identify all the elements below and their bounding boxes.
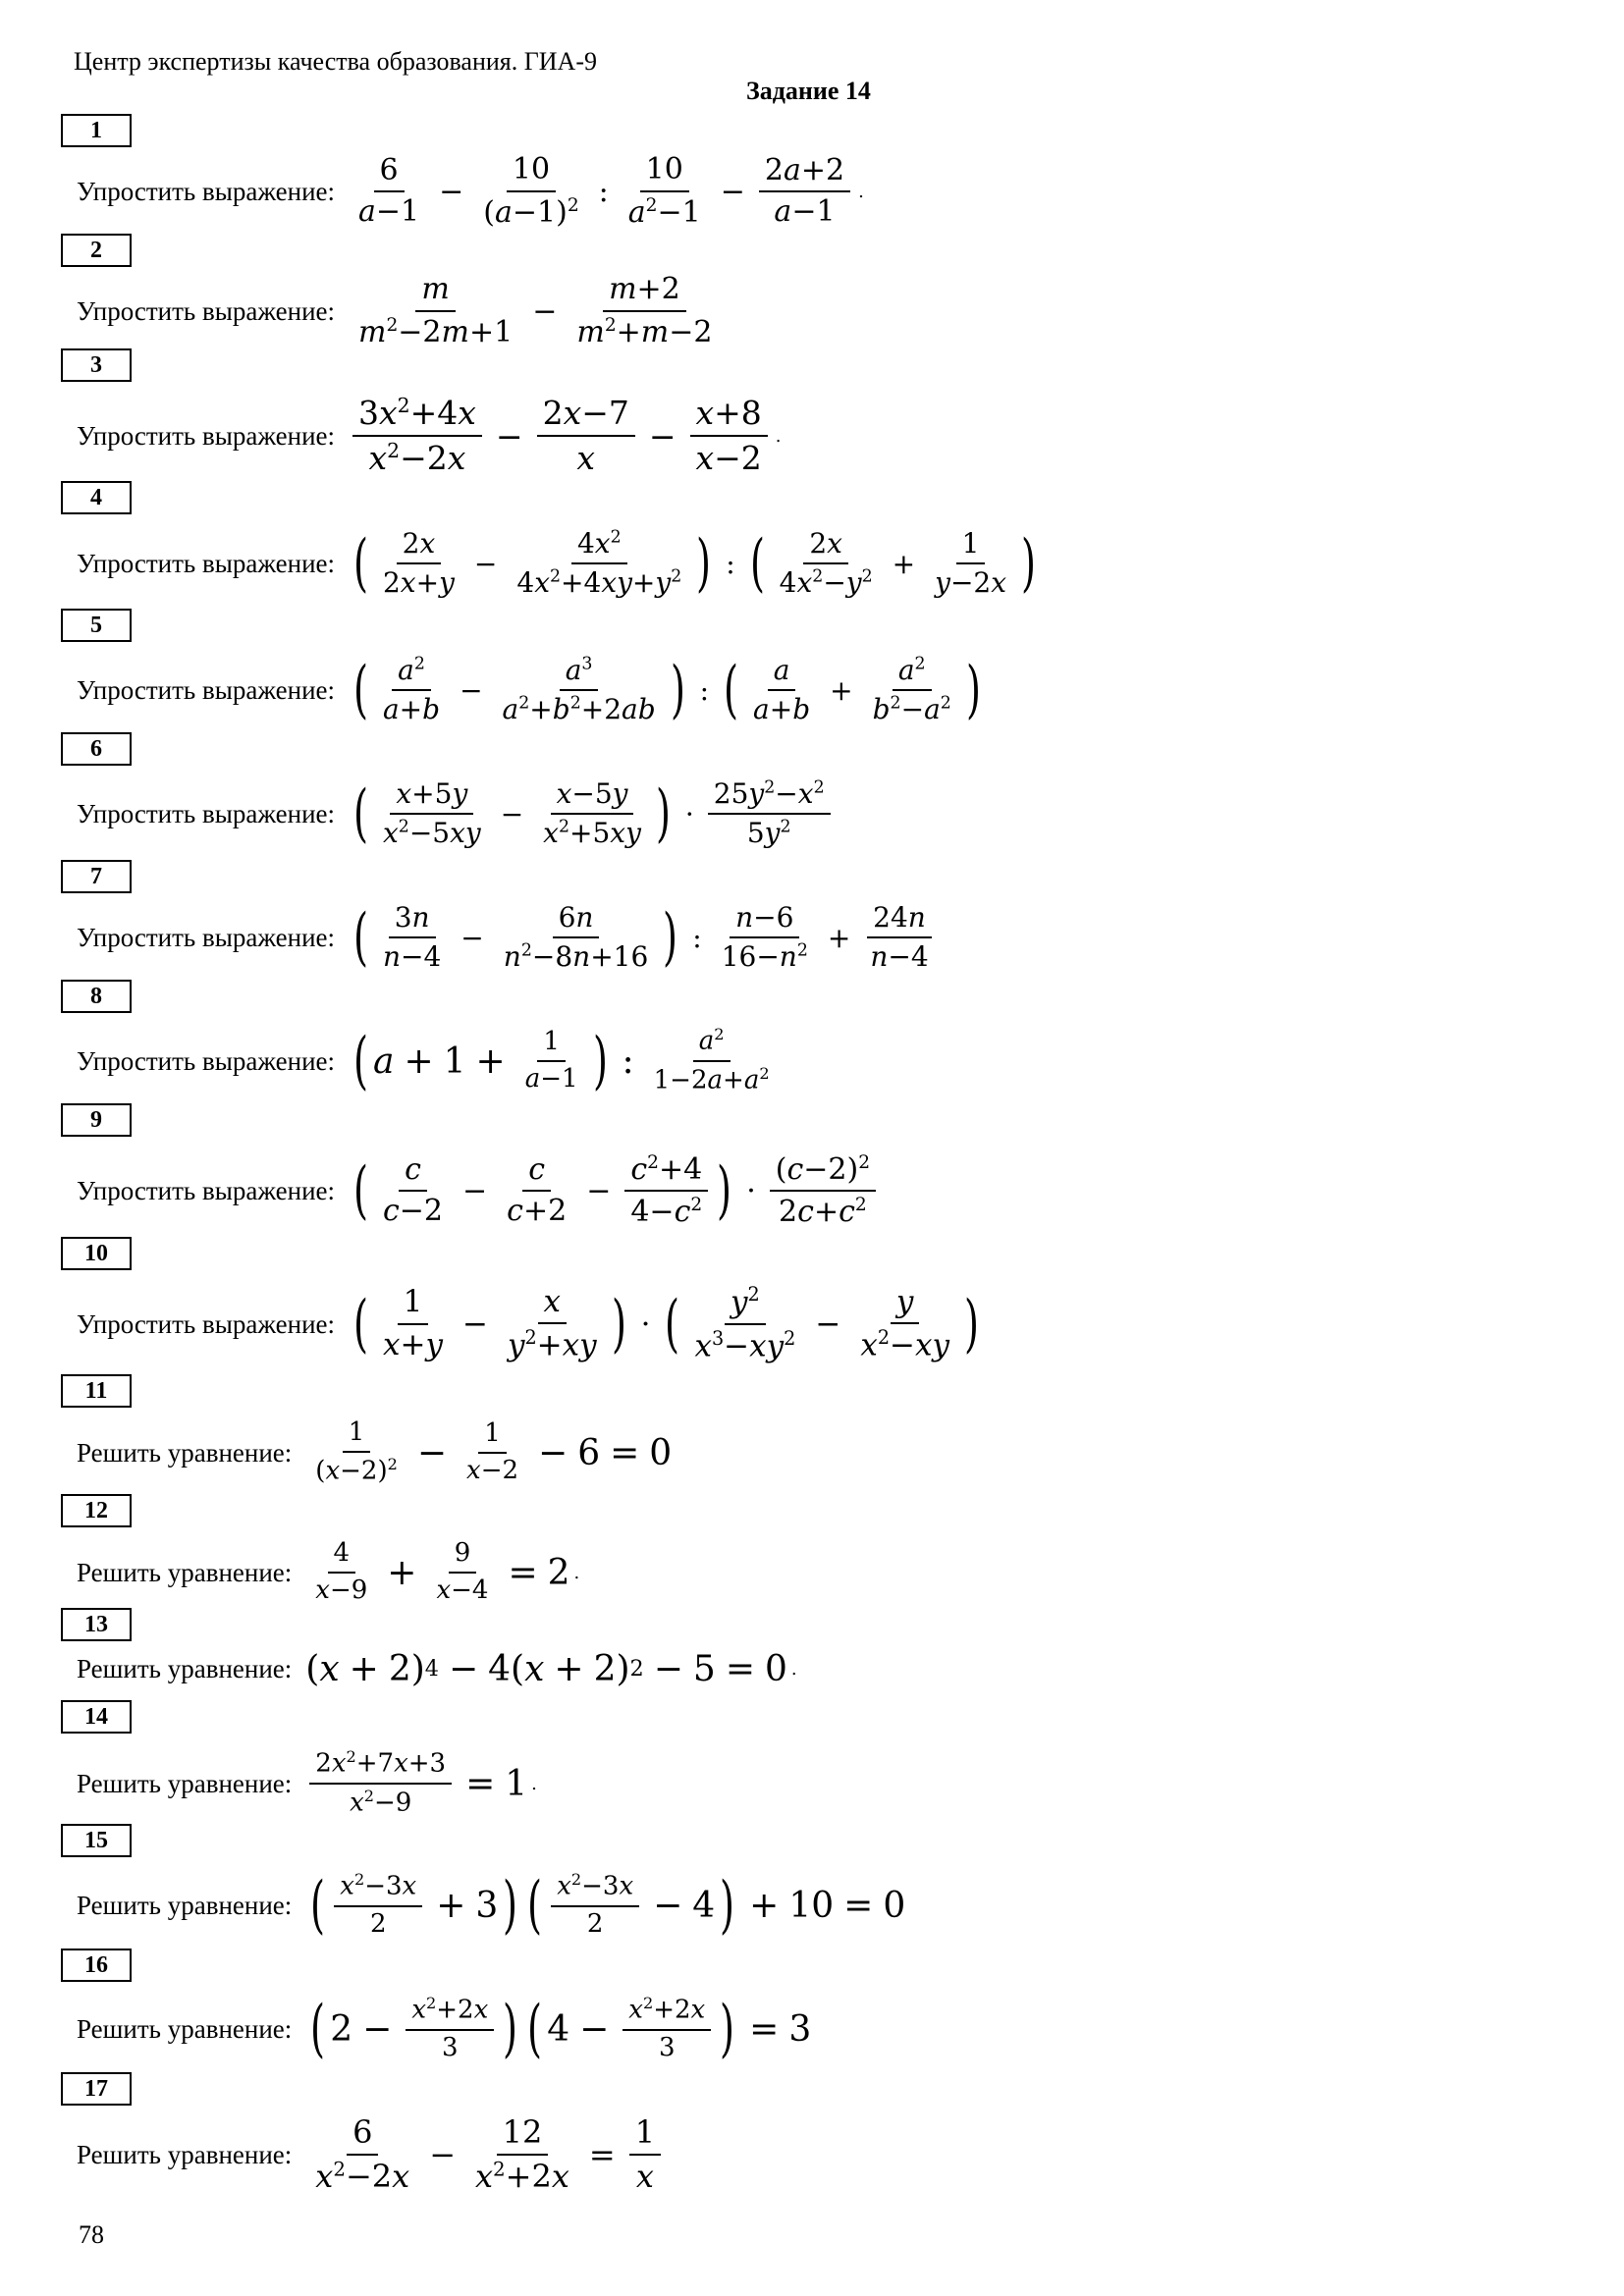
problem-number-box: 6 — [61, 732, 132, 766]
problem-number-box: 7 — [61, 860, 132, 893]
math-expression: $\frac{1}{(x-2)^2}$ − $\frac{1}{x-2}$ − 6 = 0 — [315, 1417, 673, 1486]
problem-number-box: 16 — [61, 1949, 132, 1982]
problem-prompt: Упростить выражение: — [77, 798, 335, 828]
math-expression: ( x + 2) 4 − 4( x + 2) 2 − 5 = 0 . — [305, 1648, 797, 1689]
problem-prompt: Решить уравнение: — [77, 1653, 293, 1683]
problem-number-box: 10 — [61, 1237, 132, 1270]
problem-prompt: Упростить выражение: — [77, 674, 335, 705]
problem-prompt: Упростить выражение: — [77, 548, 335, 578]
problem-prompt: Упростить выражение: — [77, 1045, 335, 1076]
problem-number-box: 3 — [61, 348, 132, 382]
math-expression: ( 2 − $\frac{x^2+2x}{3}$ ) ( 4 − $\frac{x^2+2x}{3}$ ) = 3 — [310, 1993, 812, 2065]
problem-prompt: Решить уравнение: — [77, 2013, 293, 2044]
problem-8 — [77, 1007, 780, 1115]
problem-9 — [77, 1137, 880, 1245]
problem-4 — [77, 509, 1041, 617]
math-expression: ( $\frac{x^2-3x}{2}$ + 3 ) ( $\frac{x^2-3x}{2}$ − 4 ) + 10 = 0 — [310, 1869, 906, 1942]
problem-prompt: Упростить выражение: — [77, 1175, 335, 1205]
problem-number-box: 12 — [61, 1494, 132, 1527]
problem-prompt: Решить уравнение: — [77, 2139, 293, 2169]
math-expression: $\frac{4}{x-9}$ + $\frac{9}{x-4}$ = 2 . — [315, 1538, 580, 1605]
problem-3 — [77, 382, 782, 490]
problem-6 — [77, 760, 835, 868]
problem-number-box: 9 — [61, 1103, 132, 1137]
math-expression: ( $\frac{x+5y}{x^2-5xy}$ − $\frac{x-5y}{x^2+5xy}$ ) · $\frac{25y^2-x^2}{5y^2}$ — [349, 778, 835, 849]
problem-12 — [77, 1519, 579, 1627]
problem-5 — [77, 636, 986, 744]
math-expression: $\frac{m}{m^2-2m+1}$ − $\frac{m+2}{m^2+m-2}$ — [358, 272, 713, 349]
problem-number-box: 2 — [61, 234, 132, 267]
problem-prompt: Упростить выражение: — [77, 1308, 335, 1339]
problem-prompt: Упростить выражение: — [77, 420, 335, 451]
problem-number-box: 1 — [61, 114, 132, 147]
problem-14 — [77, 1730, 537, 1838]
problem-prompt: Упростить выражение: — [77, 295, 335, 326]
math-expression: $\frac{3x^2+4x}{x^2-2x}$ − $\frac{2x-7}{x}$ − $\frac{x+8}{x-2}$ . — [349, 395, 782, 477]
problem-prompt: Упростить выражение: — [77, 922, 335, 952]
math-expression: ( $\frac{a^2}{a+b}$ − $\frac{a^3}{a^2+b^2+2ab}$ ) : ( $\frac{a}{a+b}$ + $\frac{a^2}{b^2-a^2}$ ) — [352, 653, 981, 726]
problem-number-box: 5 — [61, 609, 132, 642]
problem-prompt: Решить уравнение: — [77, 1890, 293, 1920]
problem-number-box: 14 — [61, 1700, 132, 1734]
problem-2 — [77, 257, 722, 365]
problem-15 — [77, 1851, 905, 1959]
problem-13 — [77, 1620, 797, 1718]
math-expression: $\frac{6}{x^2-2x}$ − $\frac{12}{x^2+2x}$ = $\frac{1}{x}$ — [305, 2114, 665, 2195]
problem-prompt: Упростить выражение: — [77, 176, 335, 206]
problem-17 — [77, 2101, 665, 2209]
problem-number-box: 13 — [61, 1608, 132, 1641]
task-title: Задание 14 — [746, 77, 871, 105]
math-expression: $\frac{2x^2+7x+3}{x^2-9}$ = 1 . — [305, 1748, 537, 1818]
math-expression: ( a + 1 + $\frac{1}{a-1}$ ) : $\frac{a^2}{1-2a+a^2}$ — [352, 1025, 770, 1097]
problem-16 — [77, 1975, 811, 2083]
math-expression: ( $\frac{3n}{n-4}$ − $\frac{6n}{n^2-8n+16}$ ) : $\frac{n-6}{16-n^2}$ + $\frac{24n}{n-4}$ — [349, 902, 939, 973]
problem-number-box: 8 — [61, 980, 132, 1013]
problem-prompt: Решить уравнение: — [77, 1768, 293, 1798]
problem-10 — [77, 1270, 984, 1378]
problem-number-box: 4 — [61, 481, 132, 514]
math-expression: $\frac{6}{a-1}$ − $\frac{10}{(a-1)^2}$ : $\frac{10}{a^2-1}$ − $\frac{2a+2}{a-1}$ . — [358, 152, 864, 230]
math-expression: ( $\frac{1}{x+y}$ − $\frac{x}{y^2+xy}$ ) · ( $\frac{y^2}{x^3-xy^2}$ − $\frac{y}{x^2-xy}$ ) — [352, 1283, 980, 1364]
problem-number-box: 15 — [61, 1824, 132, 1857]
problem-1 — [77, 137, 864, 245]
math-expression: ( $\frac{c}{c-2}$ − $\frac{c}{c+2}$ − $\frac{c^2+4}{4-c^2}$ ) · $\frac{(c-2)^2}{2c+c^2}$ — [349, 1152, 880, 1230]
problem-prompt: Решить уравнение: — [77, 1557, 293, 1587]
problem-number-box: 11 — [61, 1374, 132, 1408]
problem-number-box: 17 — [61, 2072, 132, 2106]
problem-prompt: Решить уравнение: — [77, 1437, 293, 1468]
page-header: Центр экспертизы качества образования. ГИА-9 — [74, 47, 597, 76]
problem-11 — [77, 1399, 672, 1507]
math-expression: ( $\frac{2x}{2x+y}$ − $\frac{4x^2}{4x^2+4xy+y^2}$ ) : ( $\frac{2x}{4x^2-y^2}$ + $\frac{1}{y-2x}$ ) — [352, 526, 1037, 600]
page-number: 78 — [79, 2220, 104, 2249]
problem-7 — [77, 883, 939, 991]
